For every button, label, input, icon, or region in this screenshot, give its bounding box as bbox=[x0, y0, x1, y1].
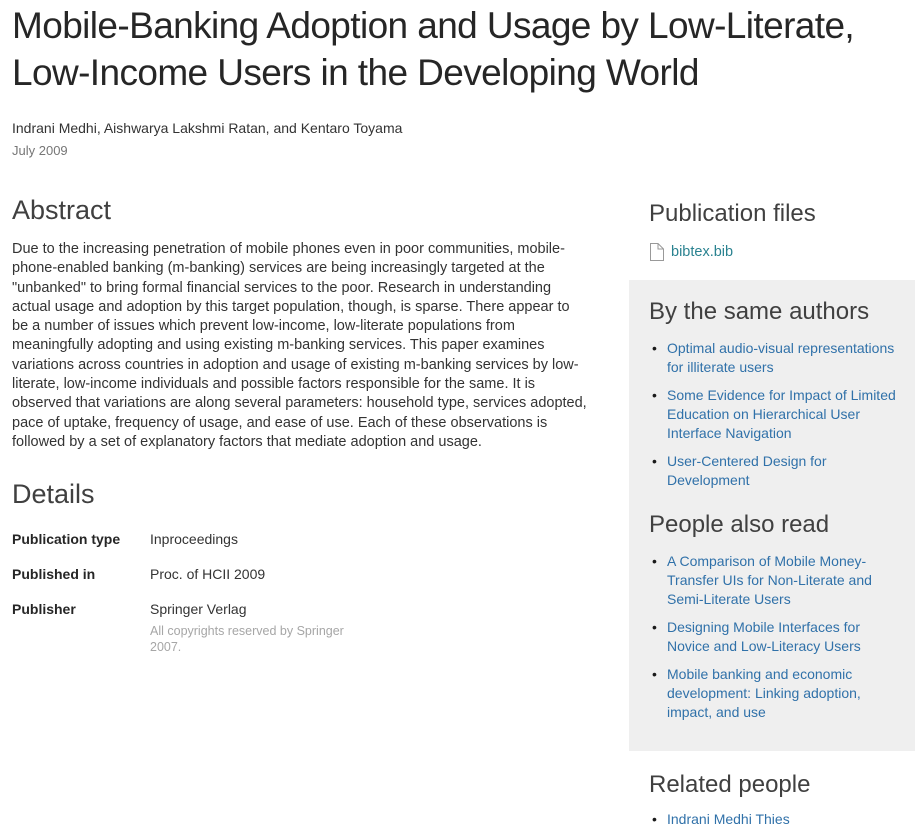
related-person-link[interactable]: Indrani Medhi Thies bbox=[667, 811, 790, 827]
left-column bbox=[12, 158, 597, 672]
document-icon bbox=[649, 243, 664, 261]
details-value: Proc. of HCII 2009 bbox=[150, 566, 266, 583]
related-people-list bbox=[649, 810, 915, 829]
details-value: Inproceedings bbox=[150, 531, 238, 548]
details-label: Publisher bbox=[12, 601, 76, 618]
same-authors-link-1[interactable]: Optimal audio-visual representations for illiterate users bbox=[667, 340, 895, 375]
list-item bbox=[649, 810, 915, 829]
publication-files-section bbox=[629, 199, 915, 261]
people-also-read-link-3[interactable]: Mobile banking and economic development: Linking adoption, impact, and use bbox=[667, 666, 861, 720]
same-authors-link-3[interactable]: User-Centered Design for Development bbox=[667, 453, 827, 488]
copyright-note: All copyrights reserved by Springer 2007. bbox=[150, 624, 344, 655]
same-authors-list bbox=[649, 339, 897, 490]
details-label: Publication type bbox=[12, 531, 121, 548]
people-also-read-link-2[interactable]: Designing Mobile Interfaces for Novice and Low-Literacy Users bbox=[667, 619, 861, 654]
people-also-read-link-1[interactable]: A Comparison of Mobile Money-Transfer UIs for Non-Literate and Semi-Literate Users bbox=[667, 553, 872, 607]
list-item bbox=[649, 552, 897, 609]
same-authors-heading: By the same authors bbox=[649, 298, 870, 325]
details-row-publisher bbox=[12, 600, 597, 655]
people-also-read-list bbox=[649, 552, 897, 722]
details-table bbox=[12, 530, 597, 655]
related-content-panel bbox=[629, 280, 915, 751]
authors-line: Indrani Medhi, Aishwarya Lakshmi Ratan, and Kentaro Toyama bbox=[12, 120, 403, 136]
right-column bbox=[629, 158, 915, 838]
abstract-text: Due to the increasing penetration of mobile phones even in poor communities, mobile-phone-enabled banking (m-banking) services are being increasingly targeted at the "unbanked" to bring formal financial services to the poor. Research in understanding actual usage and adoption by this target population, though, is sparse. There appear to be a number of issues which prevent low-income, low-literate populations from meaningfully adopting and using existing m-banking services. This paper examines variations across countries in adoption and usage of existing m-banking services by low-literate, low-income individuals and possible factors responsible for the same. It is observed that variations are along several parameters: household type, services adopted, pace of uptake, frequency of usage, and ease of use. Each of these observations is followed by a set of explanatory factors that mediate adoption and usage. bbox=[12, 241, 587, 450]
related-people-section bbox=[629, 770, 915, 829]
list-item bbox=[649, 618, 897, 656]
details-heading: Details bbox=[12, 479, 95, 510]
list-item bbox=[649, 665, 897, 722]
details-value: Springer Verlag bbox=[150, 601, 247, 618]
abstract-heading: Abstract bbox=[12, 195, 112, 225]
page-title: Mobile-Banking Adoption and Usage by Low-Literate, Low-Income Users in the Developing World bbox=[12, 5, 855, 93]
details-row-publication-type bbox=[12, 530, 597, 548]
main-content bbox=[0, 158, 915, 838]
list-item bbox=[649, 386, 897, 443]
publication-date: July 2009 bbox=[12, 143, 68, 158]
publication-files-heading: Publication files bbox=[649, 200, 816, 227]
list-item bbox=[649, 339, 897, 377]
related-people-heading: Related people bbox=[649, 771, 811, 798]
same-authors-link-2[interactable]: Some Evidence for Impact of Limited Education on Hierarchical User Interface Navigation bbox=[667, 387, 896, 441]
list-item bbox=[649, 452, 897, 490]
details-row-published-in bbox=[12, 565, 597, 583]
bibtex-file-link[interactable]: bibtex.bib bbox=[671, 244, 734, 260]
page-header bbox=[0, 0, 915, 158]
file-row bbox=[649, 243, 915, 261]
people-also-read-heading: People also read bbox=[649, 511, 830, 538]
details-label: Published in bbox=[12, 566, 96, 583]
